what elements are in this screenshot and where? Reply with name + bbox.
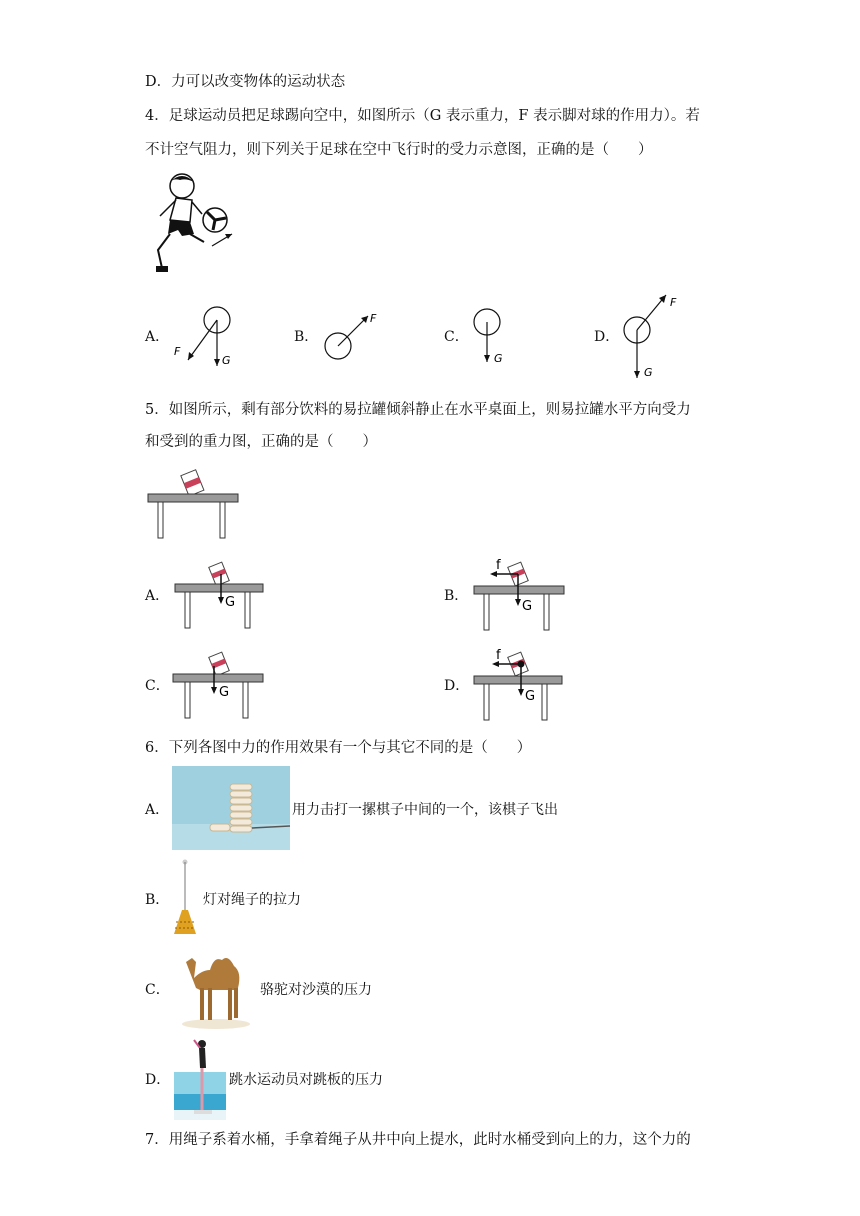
q4-c-g-label: G bbox=[494, 352, 503, 365]
q6-option-b-photo bbox=[170, 858, 200, 940]
q4-option-b-label: B． bbox=[294, 329, 319, 345]
q5-option-a-diagram bbox=[175, 560, 267, 632]
q4-option-b-diagram bbox=[320, 302, 390, 372]
q5-option-a-label: A． bbox=[145, 588, 170, 604]
q5-option-c-label: C． bbox=[145, 678, 170, 694]
q4-a-f-label: F bbox=[174, 345, 181, 358]
q6-option-d-caption: 跳水运动员对跳板的压力 bbox=[229, 1072, 383, 1088]
q5-a-g-label: G bbox=[225, 595, 236, 610]
q5-option-d-label: D． bbox=[444, 678, 470, 694]
q5-option-d-diagram bbox=[474, 646, 566, 722]
q6-option-d-photo bbox=[174, 1038, 226, 1120]
q5-d-f-label: f bbox=[496, 648, 501, 663]
q4-stem-line1: 4．足球运动员把足球踢向空中，如图所示（G 表示重力，F 表示脚对球的作用力）。若 bbox=[145, 108, 700, 124]
q5-option-c-diagram bbox=[173, 650, 265, 722]
q7-stem-line1: 7．用绳子系着水桶，手拿着绳子从井中向上提水，此时水桶受到向上的力，这个力的 bbox=[145, 1132, 691, 1148]
q5-option-b-diagram bbox=[474, 556, 566, 632]
q4-b-f-label: F bbox=[370, 312, 377, 325]
q4-d-f-label: F bbox=[670, 296, 677, 309]
q5-c-g-label: G bbox=[219, 685, 230, 700]
q5-b-g-label: G bbox=[522, 599, 533, 614]
q6-option-b-caption: 灯对绳子的拉力 bbox=[203, 892, 301, 908]
q6-option-a-caption: 用力击打一摞棋子中间的一个，该棋子飞出 bbox=[292, 802, 558, 818]
q6-option-b-label: B． bbox=[145, 892, 170, 908]
q4-a-g-label: G bbox=[222, 354, 231, 367]
q5-b-f-label: f bbox=[496, 558, 501, 573]
q5-option-b-label: B． bbox=[444, 588, 469, 604]
q4-option-d-diagram bbox=[620, 290, 690, 382]
q4-option-d-label: D． bbox=[594, 329, 620, 345]
q6-option-a-photo bbox=[172, 766, 290, 850]
q4-kicker-illustration bbox=[140, 170, 240, 278]
q4-option-a-label: A． bbox=[145, 329, 170, 345]
q4-stem-line2: 不计空气阻力，则下列关于足球在空中飞行时的受力示意图，正确的是（ ） bbox=[145, 142, 653, 158]
q5-stem-line2: 和受到的重力图，正确的是（ ） bbox=[145, 434, 377, 450]
q5-d-g-label: G bbox=[525, 689, 536, 704]
q5-stem-line1: 5．如图所示，剩有部分饮料的易拉罐倾斜静止在水平桌面上，则易拉罐水平方向受力 bbox=[145, 402, 691, 418]
q4-option-c-diagram bbox=[470, 302, 520, 372]
q4-option-a-diagram bbox=[172, 302, 242, 372]
q4-d-g-label: G bbox=[644, 366, 653, 379]
q6-option-c-label: C． bbox=[145, 982, 170, 998]
q6-option-c-caption: 骆驼对沙漠的压力 bbox=[260, 982, 372, 998]
q4-option-c-label: C． bbox=[444, 329, 469, 345]
q6-option-c-photo bbox=[176, 948, 252, 1030]
q6-stem: 6．下列各图中力的作用效果有一个与其它不同的是（ ） bbox=[145, 740, 532, 756]
q6-option-a-label: A． bbox=[145, 802, 170, 818]
q5-can-on-table-illustration bbox=[148, 466, 240, 542]
q3-option-d: D．力可以改变物体的运动状态 bbox=[145, 74, 346, 90]
q6-option-d-label: D． bbox=[145, 1072, 171, 1088]
